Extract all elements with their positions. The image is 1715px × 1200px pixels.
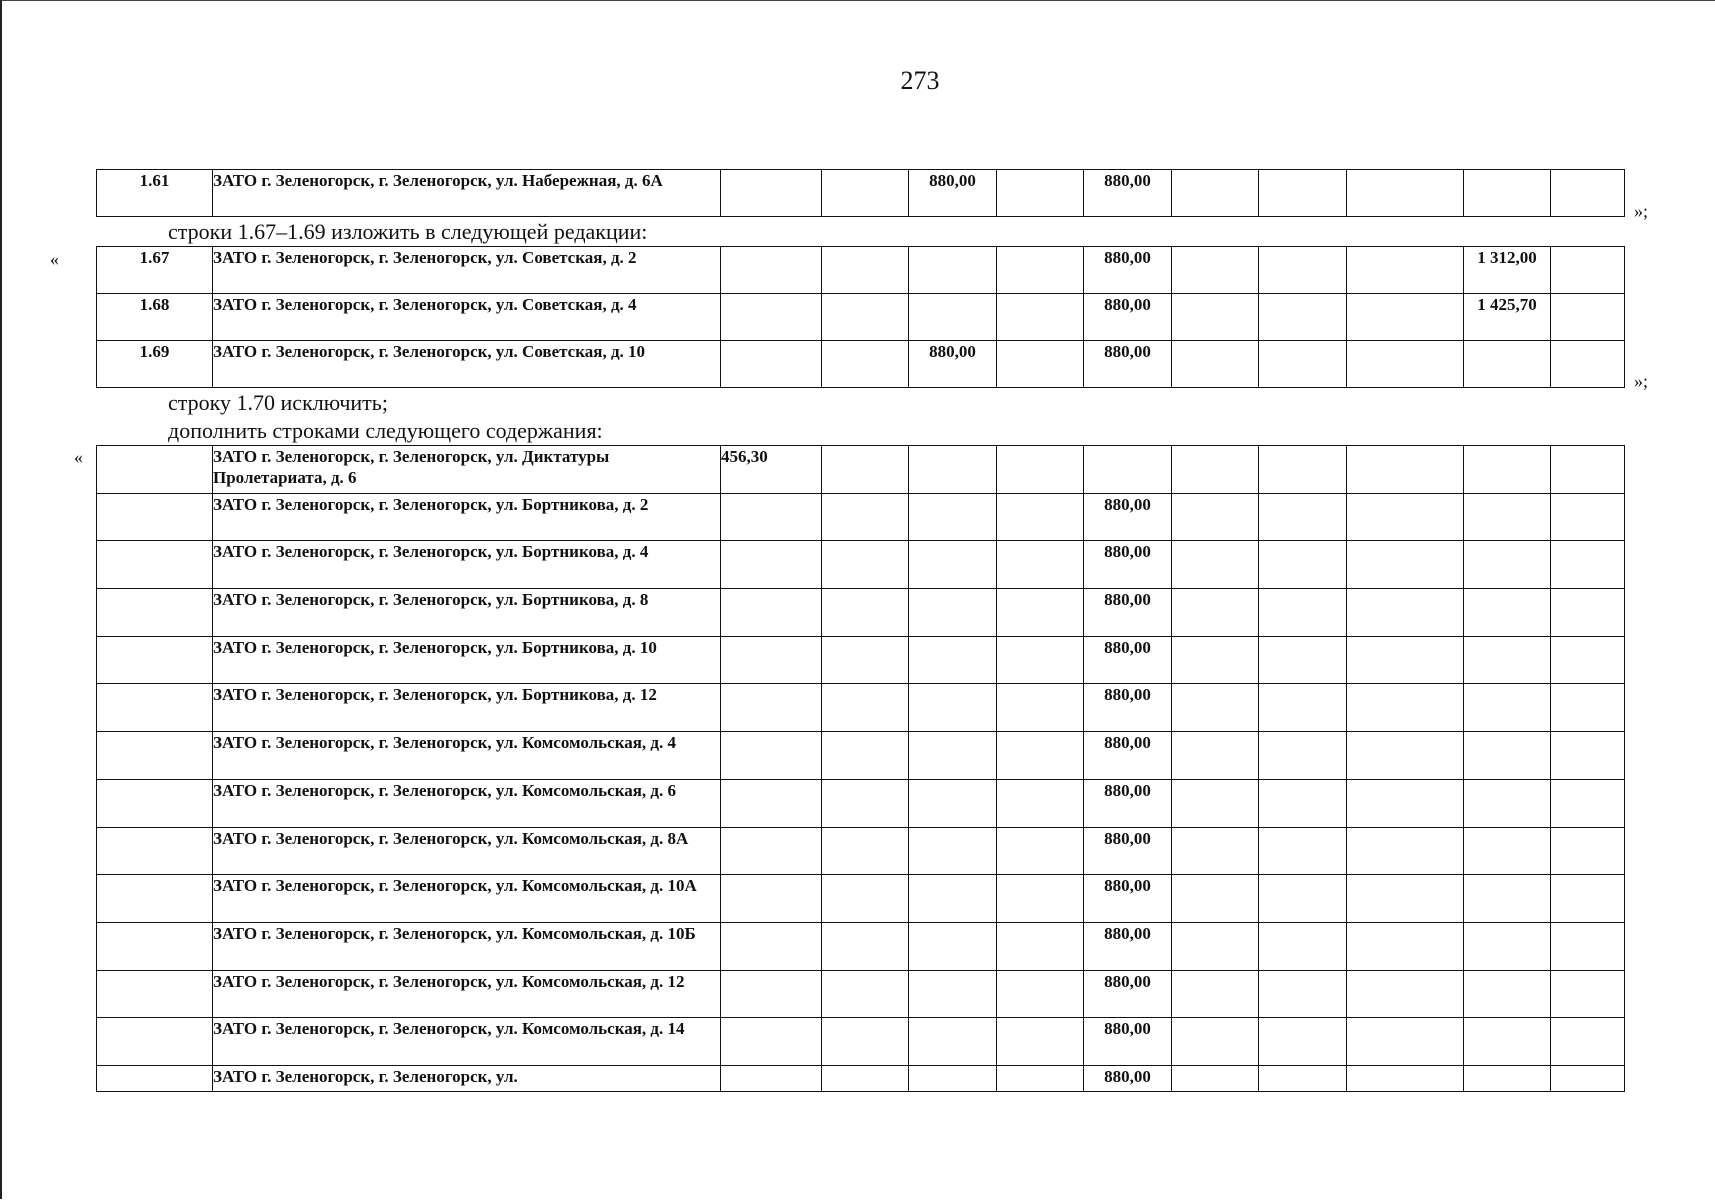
value-cell	[997, 589, 1084, 637]
value-cell	[1259, 827, 1347, 875]
value-cell	[1347, 732, 1464, 780]
value-cell	[1551, 1018, 1625, 1066]
value-cell	[997, 170, 1084, 217]
row-number-cell: 1.68	[97, 294, 213, 341]
value-cell	[1347, 1018, 1464, 1066]
table-row	[97, 446, 1625, 494]
value-cell	[1551, 732, 1625, 780]
value-cell	[1259, 589, 1347, 637]
value-cell	[1464, 684, 1551, 732]
value-cell	[1172, 922, 1259, 970]
value-cell: 880,00	[1084, 779, 1172, 827]
value-cell	[1172, 493, 1259, 541]
value-cell	[1347, 589, 1464, 637]
value-cell	[1259, 170, 1347, 217]
value-cell	[909, 732, 997, 780]
value-cell	[721, 827, 822, 875]
value-cell	[1347, 1065, 1464, 1091]
value-cell	[1464, 732, 1551, 780]
row-number-cell	[97, 1018, 213, 1066]
address-cell: ЗАТО г. Зеленогорск, г. Зеленогорск, ул. Комсомольская, д. 10А	[213, 875, 721, 923]
row-number-cell	[97, 589, 213, 637]
value-cell: 880,00	[909, 170, 997, 217]
value-cell	[822, 970, 909, 1018]
value-cell	[1347, 636, 1464, 684]
table-row	[97, 493, 1625, 541]
value-cell	[1551, 446, 1625, 494]
value-cell	[997, 779, 1084, 827]
value-cell	[1347, 875, 1464, 923]
value-cell	[1551, 341, 1625, 388]
value-cell	[1259, 970, 1347, 1018]
value-cell	[1347, 779, 1464, 827]
value-cell	[822, 170, 909, 217]
value-cell	[721, 170, 822, 217]
table-added-rows	[96, 445, 1625, 1092]
value-cell	[997, 636, 1084, 684]
value-cell	[1464, 875, 1551, 923]
address-cell: ЗАТО г. Зеленогорск, г. Зеленогорск, ул. Бортникова, д. 2	[213, 493, 721, 541]
value-cell	[909, 922, 997, 970]
row-number-cell	[97, 493, 213, 541]
value-cell	[1551, 636, 1625, 684]
row-number-cell	[97, 827, 213, 875]
table-row	[97, 827, 1625, 875]
value-cell	[909, 1018, 997, 1066]
table-row	[97, 589, 1625, 637]
row-number-cell: 1.61	[97, 170, 213, 217]
row-number-cell	[97, 922, 213, 970]
value-cell: 880,00	[1084, 1065, 1172, 1091]
value-cell	[1347, 294, 1464, 341]
value-cell	[1259, 541, 1347, 589]
row-number-cell	[97, 875, 213, 923]
value-cell: 880,00	[1084, 247, 1172, 294]
row-number-cell	[97, 779, 213, 827]
value-cell	[909, 247, 997, 294]
table-row	[97, 1065, 1625, 1091]
address-cell: ЗАТО г. Зеленогорск, г. Зеленогорск, ул. Бортникова, д. 12	[213, 684, 721, 732]
value-cell	[1259, 446, 1347, 494]
value-cell	[1464, 827, 1551, 875]
value-cell	[721, 970, 822, 1018]
value-cell: 880,00	[1084, 294, 1172, 341]
value-cell	[721, 922, 822, 970]
page-number: 273	[900, 66, 940, 95]
value-cell	[909, 294, 997, 341]
address-cell: ЗАТО г. Зеленогорск, г. Зеленогорск, ул. Бортникова, д. 4	[213, 541, 721, 589]
row-number-cell	[97, 732, 213, 780]
value-cell	[909, 493, 997, 541]
value-cell	[822, 493, 909, 541]
row-number-cell	[97, 684, 213, 732]
value-cell	[1172, 247, 1259, 294]
value-cell	[822, 636, 909, 684]
instruction-delete-row: строку 1.70 исключить;	[168, 390, 388, 415]
value-cell	[1551, 779, 1625, 827]
value-cell	[909, 779, 997, 827]
value-cell	[1464, 446, 1551, 494]
table-row	[97, 294, 1625, 341]
table-row	[97, 1018, 1625, 1066]
value-cell	[1172, 1065, 1259, 1091]
value-cell	[721, 294, 822, 341]
value-cell: 880,00	[1084, 684, 1172, 732]
value-cell	[909, 589, 997, 637]
value-cell	[997, 1065, 1084, 1091]
value-cell: 880,00	[1084, 922, 1172, 970]
value-cell	[1172, 779, 1259, 827]
address-cell: ЗАТО г. Зеленогорск, г. Зеленогорск, ул. Комсомольская, д. 6	[213, 779, 721, 827]
instruction-edit-rows: строки 1.67–1.69 изложить в следующей редакции:	[168, 219, 648, 244]
table-row	[97, 779, 1625, 827]
value-cell	[1347, 827, 1464, 875]
value-cell: 880,00	[1084, 493, 1172, 541]
value-cell	[1172, 341, 1259, 388]
value-cell	[997, 827, 1084, 875]
row-number-cell	[97, 1065, 213, 1091]
value-cell	[1172, 446, 1259, 494]
value-cell	[721, 732, 822, 780]
address-cell: ЗАТО г. Зеленогорск, г. Зеленогорск, ул.	[213, 1065, 721, 1091]
value-cell	[909, 541, 997, 589]
value-cell	[1347, 541, 1464, 589]
value-cell	[822, 589, 909, 637]
value-cell	[997, 970, 1084, 1018]
value-cell	[822, 446, 909, 494]
value-cell	[1172, 541, 1259, 589]
value-cell	[997, 1018, 1084, 1066]
value-cell	[997, 247, 1084, 294]
address-cell: ЗАТО г. Зеленогорск, г. Зеленогорск, ул. Комсомольская, д. 14	[213, 1018, 721, 1066]
value-cell	[1464, 341, 1551, 388]
value-cell	[1172, 1018, 1259, 1066]
value-cell	[1259, 779, 1347, 827]
value-cell	[997, 875, 1084, 923]
table-row	[97, 684, 1625, 732]
value-cell	[997, 493, 1084, 541]
table-edited-rows	[96, 246, 1625, 388]
table-row	[97, 922, 1625, 970]
value-cell	[1464, 970, 1551, 1018]
row-number-cell	[97, 446, 213, 494]
value-cell	[721, 636, 822, 684]
value-cell	[997, 294, 1084, 341]
table-row	[97, 636, 1625, 684]
value-cell	[822, 341, 909, 388]
row-number-cell: 1.69	[97, 341, 213, 388]
value-cell	[822, 827, 909, 875]
value-cell	[1172, 294, 1259, 341]
table-row	[97, 247, 1625, 294]
value-cell	[909, 684, 997, 732]
value-cell	[721, 684, 822, 732]
value-cell	[1551, 541, 1625, 589]
value-cell	[1172, 684, 1259, 732]
value-cell	[1259, 922, 1347, 970]
value-cell	[721, 779, 822, 827]
value-cell	[1259, 493, 1347, 541]
value-cell	[1172, 827, 1259, 875]
value-cell	[1259, 684, 1347, 732]
value-cell	[1551, 493, 1625, 541]
value-cell	[1551, 589, 1625, 637]
value-cell	[1464, 636, 1551, 684]
row-number-cell	[97, 541, 213, 589]
value-cell	[822, 732, 909, 780]
value-cell	[997, 446, 1084, 494]
value-cell	[1347, 341, 1464, 388]
value-cell: 880,00	[1084, 589, 1172, 637]
value-cell	[1464, 1018, 1551, 1066]
table-row	[97, 970, 1625, 1018]
value-cell	[1259, 875, 1347, 923]
address-cell: ЗАТО г. Зеленогорск, г. Зеленогорск, ул. Комсомольская, д. 12	[213, 970, 721, 1018]
address-cell: ЗАТО г. Зеленогорск, г. Зеленогорск, ул. Диктатуры Пролетариата, д. 6	[213, 446, 721, 494]
value-cell	[1464, 493, 1551, 541]
address-cell: ЗАТО г. Зеленогорск, г. Зеленогорск, ул. Советская, д. 2	[213, 247, 721, 294]
value-cell	[1172, 170, 1259, 217]
value-cell: 880,00	[1084, 970, 1172, 1018]
value-cell	[1464, 589, 1551, 637]
value-cell	[1347, 970, 1464, 1018]
value-cell	[1551, 922, 1625, 970]
value-cell	[1347, 446, 1464, 494]
value-cell	[1259, 1018, 1347, 1066]
value-cell	[1464, 1065, 1551, 1091]
address-cell: ЗАТО г. Зеленогорск, г. Зеленогорск, ул. Набережная, д. 6А	[213, 170, 721, 217]
value-cell: 880,00	[1084, 827, 1172, 875]
value-cell	[1464, 170, 1551, 217]
value-cell	[909, 827, 997, 875]
value-cell	[1551, 294, 1625, 341]
value-cell	[1347, 247, 1464, 294]
value-cell	[1551, 970, 1625, 1018]
address-cell: ЗАТО г. Зеленогорск, г. Зеленогорск, ул. Комсомольская, д. 8А	[213, 827, 721, 875]
value-cell	[1347, 493, 1464, 541]
value-cell	[1551, 684, 1625, 732]
opening-quote: «	[74, 447, 83, 467]
value-cell	[1084, 446, 1172, 494]
value-cell	[1259, 732, 1347, 780]
value-cell	[1464, 922, 1551, 970]
address-cell: ЗАТО г. Зеленогорск, г. Зеленогорск, ул. Советская, д. 10	[213, 341, 721, 388]
value-cell	[909, 1065, 997, 1091]
value-cell: 880,00	[1084, 341, 1172, 388]
value-cell	[822, 684, 909, 732]
closing-quote: »;	[1634, 371, 1649, 391]
value-cell	[1551, 1065, 1625, 1091]
value-cell	[822, 922, 909, 970]
value-cell	[822, 1065, 909, 1091]
value-cell	[1172, 732, 1259, 780]
table-row	[97, 170, 1625, 217]
value-cell	[721, 247, 822, 294]
value-cell: 1 425,70	[1464, 294, 1551, 341]
value-cell	[909, 446, 997, 494]
opening-quote: «	[50, 249, 59, 269]
table-row	[97, 732, 1625, 780]
value-cell	[1551, 827, 1625, 875]
value-cell: 880,00	[1084, 636, 1172, 684]
value-cell	[1551, 875, 1625, 923]
row-number-cell: 1.67	[97, 247, 213, 294]
address-cell: ЗАТО г. Зеленогорск, г. Зеленогорск, ул. Комсомольская, д. 4	[213, 732, 721, 780]
table-row	[97, 875, 1625, 923]
value-cell	[721, 341, 822, 388]
value-cell	[997, 684, 1084, 732]
value-cell	[1172, 970, 1259, 1018]
value-cell	[822, 541, 909, 589]
value-cell	[1259, 636, 1347, 684]
value-cell: 1 312,00	[1464, 247, 1551, 294]
value-cell: 880,00	[1084, 541, 1172, 589]
value-cell	[822, 247, 909, 294]
table-row	[97, 341, 1625, 388]
value-cell	[1464, 541, 1551, 589]
value-cell	[997, 541, 1084, 589]
value-cell	[721, 1018, 822, 1066]
value-cell	[997, 341, 1084, 388]
table-row-161	[96, 169, 1625, 217]
closing-quote: »;	[1634, 201, 1649, 221]
value-cell	[822, 1018, 909, 1066]
instruction-add-rows: дополнить строками следующего содержания:	[168, 418, 603, 443]
value-cell	[822, 294, 909, 341]
value-cell	[1259, 294, 1347, 341]
value-cell	[1172, 875, 1259, 923]
value-cell	[721, 589, 822, 637]
value-cell	[997, 922, 1084, 970]
value-cell	[822, 875, 909, 923]
row-number-cell	[97, 970, 213, 1018]
value-cell: 880,00	[1084, 170, 1172, 217]
value-cell	[909, 636, 997, 684]
value-cell	[997, 732, 1084, 780]
value-cell: 880,00	[1084, 875, 1172, 923]
value-cell	[909, 970, 997, 1018]
value-cell	[909, 875, 997, 923]
value-cell	[1347, 684, 1464, 732]
value-cell	[822, 779, 909, 827]
value-cell	[721, 493, 822, 541]
value-cell	[1551, 247, 1625, 294]
value-cell	[1347, 170, 1464, 217]
value-cell: 456,30	[721, 446, 822, 494]
value-cell	[1259, 341, 1347, 388]
row-number-cell	[97, 636, 213, 684]
table-row	[97, 541, 1625, 589]
value-cell: 880,00	[909, 341, 997, 388]
value-cell	[721, 875, 822, 923]
value-cell	[1172, 589, 1259, 637]
address-cell: ЗАТО г. Зеленогорск, г. Зеленогорск, ул. Комсомольская, д. 10Б	[213, 922, 721, 970]
value-cell	[721, 541, 822, 589]
value-cell	[1464, 779, 1551, 827]
value-cell	[721, 1065, 822, 1091]
value-cell	[1551, 170, 1625, 217]
value-cell: 880,00	[1084, 732, 1172, 780]
value-cell	[1172, 636, 1259, 684]
value-cell	[1259, 247, 1347, 294]
address-cell: ЗАТО г. Зеленогорск, г. Зеленогорск, ул. Советская, д. 4	[213, 294, 721, 341]
value-cell	[1347, 922, 1464, 970]
address-cell: ЗАТО г. Зеленогорск, г. Зеленогорск, ул. Бортникова, д. 8	[213, 589, 721, 637]
value-cell	[1259, 1065, 1347, 1091]
address-cell: ЗАТО г. Зеленогорск, г. Зеленогорск, ул. Бортникова, д. 10	[213, 636, 721, 684]
value-cell: 880,00	[1084, 1018, 1172, 1066]
